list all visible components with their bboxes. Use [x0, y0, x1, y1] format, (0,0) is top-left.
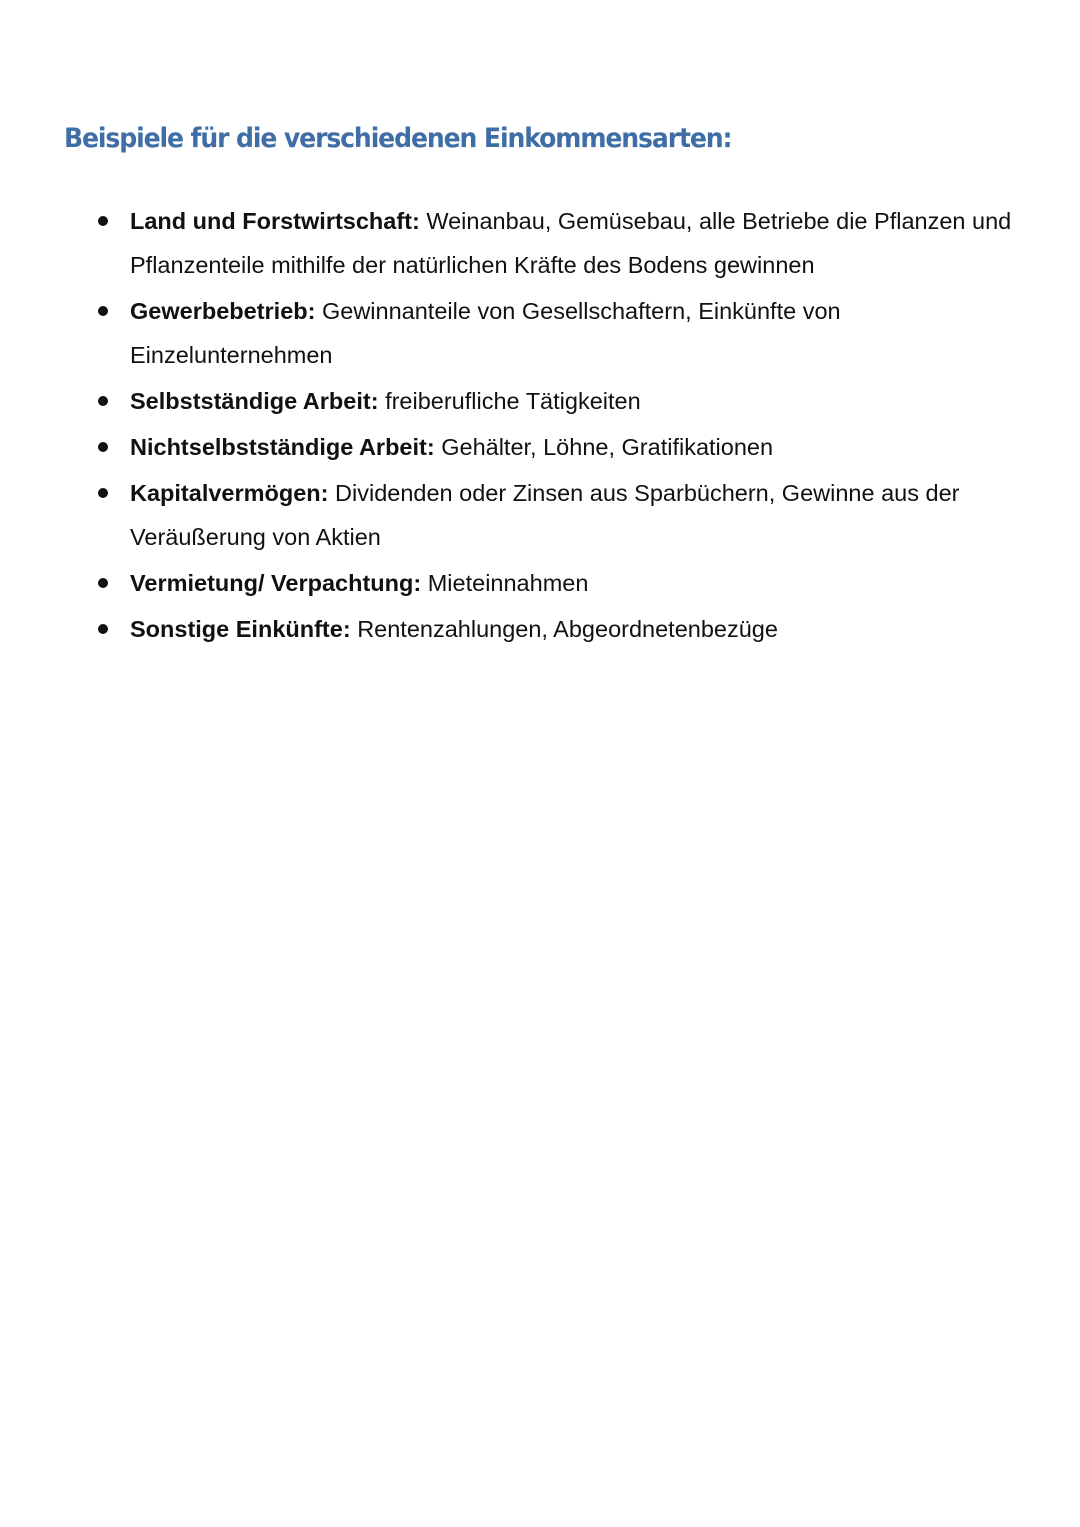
list-item-kapitalvermoegen	[96, 471, 1026, 559]
list-item-vermietung-verpachtung	[96, 561, 1026, 605]
list-item-text: freiberufliche Tätigkeiten	[385, 388, 641, 414]
bullet-icon	[98, 578, 108, 588]
bullet-icon	[98, 442, 108, 452]
list-item-text: Weinanbau, Gemüsebau, alle Betriebe die Pflanzen und Pflanzenteile mithilfe der natürlichen Kräfte des Bodens gewinnen	[130, 208, 1012, 278]
bullet-icon	[98, 624, 108, 634]
income-types-list	[96, 199, 1026, 653]
list-item-text: Rentenzahlungen, Abgeordnetenbezüge	[357, 616, 778, 642]
list-item-sonstige-einkuenfte	[96, 607, 1026, 651]
list-item-term: Selbstständige Arbeit:	[130, 388, 379, 414]
list-item-term: Sonstige Einkünfte:	[130, 616, 351, 642]
list-item-term: Nichtselbstständige Arbeit:	[130, 434, 435, 460]
list-item-text: Gewinnanteile von Gesellschaftern, Einkünfte von Einzelunternehmen	[130, 298, 841, 368]
bullet-icon	[98, 488, 108, 498]
bullet-icon	[98, 216, 108, 226]
list-item-gewerbebetrieb	[96, 289, 1026, 377]
bullet-icon	[98, 396, 108, 406]
page-heading: Beispiele für die verschiedenen Einkommensarten:	[64, 123, 732, 154]
list-item-land-forstwirtschaft	[96, 199, 1026, 287]
list-item-term: Gewerbebetrieb:	[130, 298, 316, 324]
list-item-selbststaendige-arbeit	[96, 379, 1026, 423]
list-item-text: Gehälter, Löhne, Gratifikationen	[441, 434, 774, 460]
list-item-term: Vermietung/ Verpachtung:	[130, 570, 422, 596]
list-item-nichtselbststaendige-arbeit	[96, 425, 1026, 469]
list-item-term: Kapitalvermögen:	[130, 480, 329, 506]
list-item-text: Mieteinnahmen	[427, 570, 589, 596]
bullet-icon	[98, 306, 108, 316]
list-item-term: Land und Forstwirtschaft:	[130, 208, 420, 234]
list-item-text: Dividenden oder Zinsen aus Sparbüchern, Gewinne aus der Veräußerung von Aktien	[130, 480, 960, 550]
